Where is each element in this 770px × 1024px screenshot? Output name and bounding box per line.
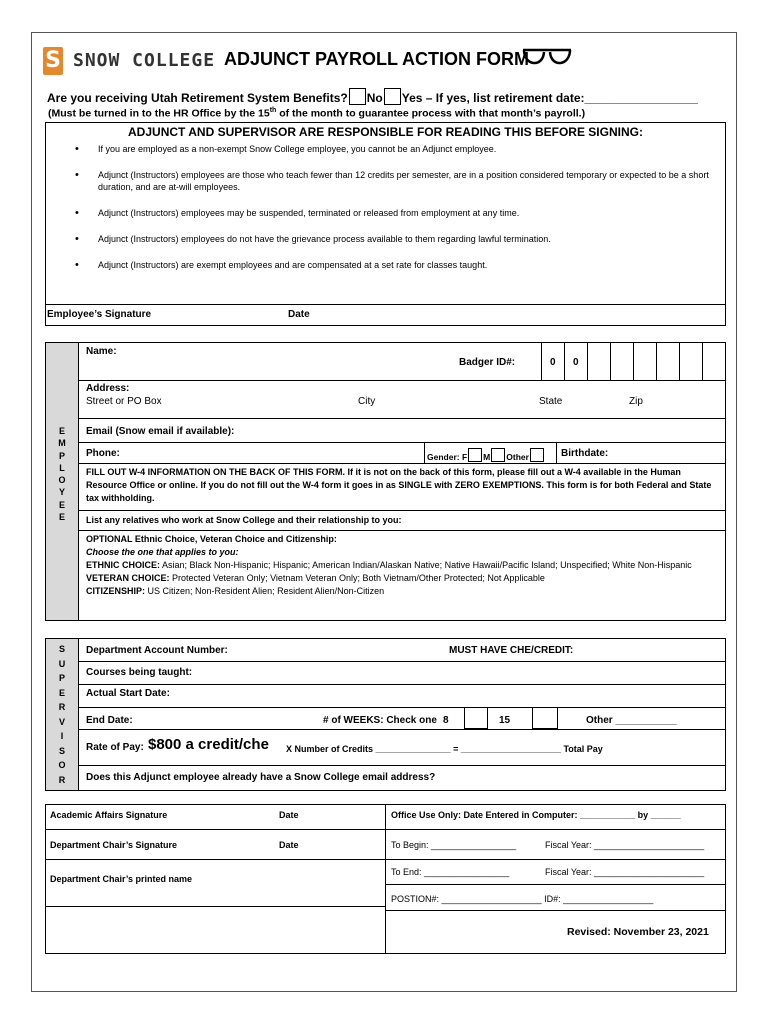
employee-side-label: E M P L O Y E E [58, 426, 66, 523]
responsible-heading: ADJUNCT AND SUPERVISOR ARE RESPONSIBLE FOR READING THIS BEFORE SIGNING: [128, 125, 643, 139]
rule-item: • Adjunct (Instructors) employees are those who teach fewer than 12 credits per semester, are in a position considered temporary or expected to be a short duration, and are at-will employees. [48, 169, 718, 193]
logo-text: SNOW COLLEGE [73, 50, 216, 71]
office-use-line: Office Use Only: Date Entered in Computer: ___________ by ______ [391, 810, 681, 820]
chair-date-label: Date [279, 840, 299, 850]
form-header [43, 44, 743, 78]
employee-signature-date-label: Date [288, 309, 310, 320]
badger-id-digit[interactable]: 0 [573, 357, 579, 368]
rule-item: • Adjunct (Instructors) employees do not have the grievance process available to them regarding lawful termination. [48, 233, 718, 245]
rule-item: • Adjunct (Instructors) employees may be suspended, terminated or released from employment at any time. [48, 207, 718, 219]
city-label: City [358, 396, 376, 407]
courses-label: Courses being taught: [86, 667, 193, 678]
zip-label: Zip [629, 396, 643, 407]
birthdate-label: Birthdate: [561, 448, 609, 459]
to-end-field[interactable]: To End: _________________ [391, 867, 510, 877]
address-label: Address: [86, 383, 130, 394]
badger-id-label: Badger ID#: [459, 357, 516, 368]
weeks-other[interactable]: Other ___________ [586, 715, 677, 726]
rules-list [48, 143, 718, 285]
to-begin-field[interactable]: To Begin: _________________ [391, 840, 517, 850]
fiscal-year-end-field[interactable]: Fiscal Year: ______________________ [545, 867, 705, 877]
form-title: ADJUNCT PAYROLL ACTION FORM [224, 49, 530, 69]
start-date-label: Actual Start Date: [86, 688, 170, 699]
rate-of-pay-label: Rate of Pay: [86, 742, 144, 753]
gender-f-checkbox[interactable] [468, 448, 482, 462]
weeks-label: # of WEEKS: Check one [323, 715, 437, 726]
veteran-choice: VETERAN CHOICE: Protected Veteran Only; Vietnam Veteran Only; Both Vietnam/Other Protected; Not Applicable [86, 573, 545, 583]
badger-id-digit[interactable]: 0 [550, 357, 556, 368]
end-date-label: End Date: [86, 715, 133, 726]
must-have-label: MUST HAVE CHE/CREDIT: [449, 645, 574, 656]
ethnic-choice: ETHNIC CHOICE: Asian; Black Non-Hispanic; Hispanic; American Indian/Alaskan Native; Native Hawaii/Pacific Island; Unspecified; White Non-Hispanic [86, 560, 692, 570]
position-id-field[interactable]: POSTION#: ____________________ ID#: __________________ [391, 894, 654, 904]
chair-signature-label: Department Chair’s Signature [50, 840, 178, 850]
dept-account-label: Department Account Number: [86, 645, 228, 656]
state-label: State [539, 396, 563, 407]
deadline-notice: (Must be turned in to the HR Office by the 15th of the month to guarantee process with that month’s payroll.) [48, 107, 586, 120]
gender-other-checkbox[interactable] [530, 448, 544, 462]
week-15-checkbox[interactable] [532, 707, 558, 729]
supervisor-side-label: S U P E R V I S O R [58, 644, 66, 785]
retirement-question: Are you receiving Utah Retirement System Benefits? No Yes – If yes, list retirement date:_________________ [47, 88, 698, 105]
chair-printed-name-label: Department Chair’s printed name [50, 874, 193, 884]
w4-instructions: FILL OUT W-4 INFORMATION ON THE BACK OF THIS FORM. If it is not on the back of this form, please fill out a W-4 available in the Human Resource Office or online. If you do not fill out the W-4 form it goes in as SINGLE with ZERO EXEMPTIONS. This form is for both Federal and State tax withholding. [86, 467, 712, 503]
email-label: Email (Snow email if available): [86, 426, 235, 437]
street-label: Street or PO Box [86, 396, 162, 407]
name-label: Name: [86, 346, 117, 357]
citizenship-choice: CITIZENSHIP: US Citizen; Non-Resident Alien; Resident Alien/Non-Citizen [86, 586, 385, 596]
week-8-checkbox[interactable] [464, 707, 488, 729]
academic-affairs-signature: Academic Affairs Signature [50, 810, 168, 820]
retirement-no-checkbox[interactable] [349, 88, 366, 105]
retirement-date-blank[interactable]: _________________ [584, 91, 698, 105]
phone-label: Phone: [86, 448, 120, 459]
academic-date-label: Date [279, 810, 299, 820]
retirement-yes-checkbox[interactable] [384, 88, 401, 105]
optional-section: OPTIONAL Ethnic Choice, Veteran Choice and Citizenship: Choose the one that applies to you: ETHNIC CHOICE: Asian; Black Non-Hispanic; Hispanic; American Indian/Alaskan Native; Native Hawaii/Pacific Island; Unspecified; White Non-Hispanic VETERAN CHOICE: Protected Veteran Only; Vietnam Veteran Only; Both Vietnam/Other Protected; Not Applicable CITIZENSHIP: US Citizen; Non-Resident Alien; Resident Alien/Non-Citizen [86, 533, 722, 598]
rule-item: • Adjunct (Instructors) are exempt employees and are compensated at a set rate for classes taught. [48, 259, 718, 271]
fiscal-year-begin-field[interactable]: Fiscal Year: ______________________ [545, 840, 705, 850]
rule-item: • If you are employed as a non-exempt Snow College employee, you cannot be an Adjunct employee. [48, 143, 718, 155]
revised-date: Revised: November 23, 2021 [567, 926, 709, 938]
employee-signature-label: Employee’s Signature [47, 309, 152, 320]
gender-field: Gender: F M Other [427, 448, 545, 462]
glasses-icon [521, 46, 573, 70]
email-question: Does this Adjunct employee already have a Snow College email address? [86, 772, 436, 783]
credits-total-line: X Number of Credits _______________ = ____________________ Total Pay [286, 744, 603, 754]
gender-m-checkbox[interactable] [491, 448, 505, 462]
snow-college-logo: S [43, 47, 63, 75]
relatives-label: List any relatives who work at Snow College and their relationship to you: [86, 515, 402, 525]
rate-of-pay-value: $800 a credit/che [148, 736, 269, 753]
